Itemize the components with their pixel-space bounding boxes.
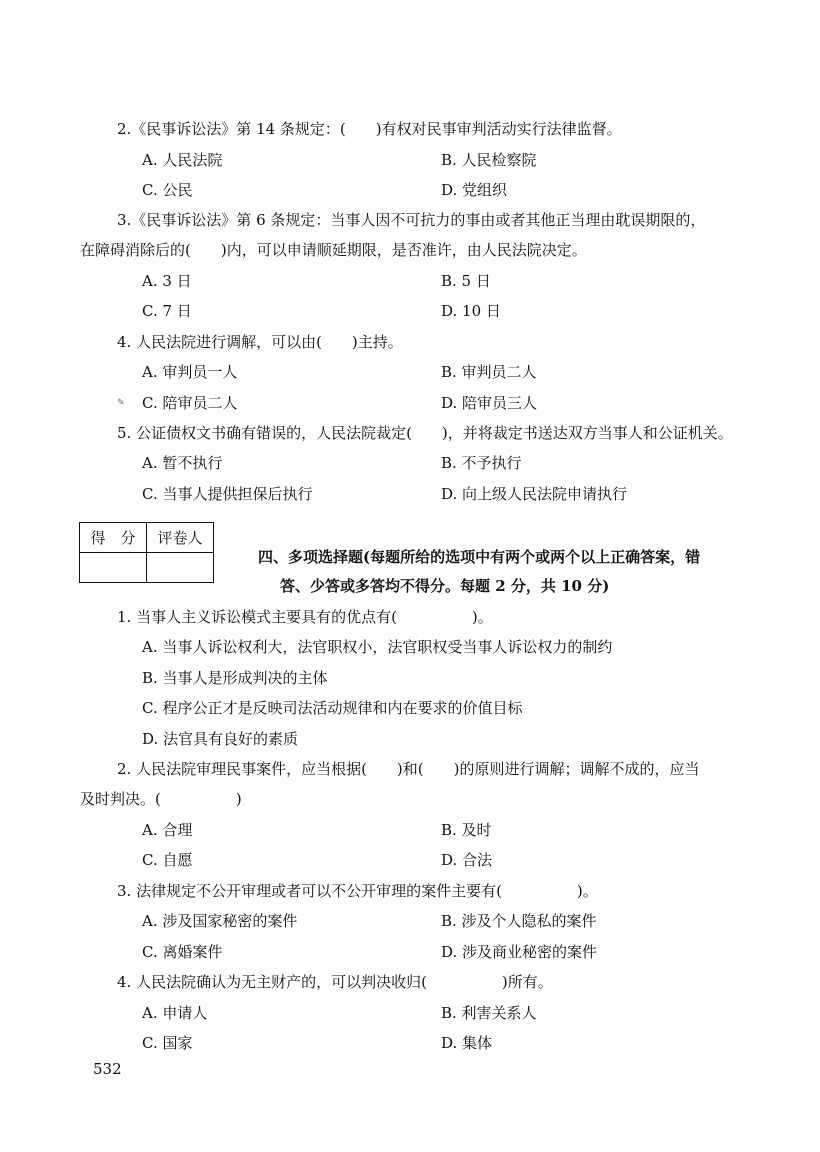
q3-option-b: B. 5 日 xyxy=(441,272,491,290)
score-cell[interactable] xyxy=(80,553,147,583)
mq1-option-a: A. 当事人诉讼权利大，法官职权小，法官职权受当事人诉讼权力的制约 xyxy=(142,638,613,656)
question-3-stem-line1: 3.《民事诉讼法》第 6 条规定：当事人因不可抗力的事由或者其他正当理由耽误期限的， xyxy=(117,211,706,229)
multi-question-2-stem-line2: 及时判决。( ) xyxy=(80,790,242,808)
section-four-heading-line1: 四、多项选择题(每题所给的选项中有两个或两个以上正确答案，错 xyxy=(258,548,701,566)
q4-option-d: D. 陪审员三人 xyxy=(441,394,538,412)
question-4-stem: 4. 人民法院进行调解，可以由( )主持。 xyxy=(117,333,403,351)
q3-option-a: A. 3 日 xyxy=(142,272,192,290)
multi-question-3-stem: 3. 法律规定不公开审理或者可以不公开审理的案件主要有( )。 xyxy=(117,882,598,900)
q2-option-b: B. 人民检察院 xyxy=(441,151,537,169)
q2-option-d: D. 党组织 xyxy=(441,181,508,199)
multi-question-4-stem: 4. 人民法院确认为无主财产的，可以判决收归( )所有。 xyxy=(117,973,553,991)
q5-option-b: B. 不予执行 xyxy=(441,454,522,472)
mq1-option-b: B. 当事人是形成判决的主体 xyxy=(142,669,328,687)
q5-option-a: A. 暂不执行 xyxy=(142,454,223,472)
mq4-option-b: B. 利害关系人 xyxy=(441,1004,537,1022)
q5-option-c: C. 当事人提供担保后执行 xyxy=(142,485,313,503)
scan-mark: ✎ xyxy=(117,398,125,408)
mq4-option-d: D. 集体 xyxy=(441,1034,493,1052)
multi-question-2-stem-line1: 2. 人民法院审理民事案件，应当根据( )和( )的原则进行调解；调解不成的，应当 xyxy=(117,760,700,778)
q4-option-a: A. 审判员一人 xyxy=(142,363,238,381)
mq3-option-a: A. 涉及国家秘密的案件 xyxy=(142,912,298,930)
page-number: 532 xyxy=(93,1060,122,1078)
mq3-option-c: C. 离婚案件 xyxy=(142,943,223,961)
mq4-option-a: A. 申请人 xyxy=(142,1004,208,1022)
q3-option-c: C. 7 日 xyxy=(142,302,192,320)
q2-option-a: A. 人民法院 xyxy=(142,151,223,169)
q2-option-c: C. 公民 xyxy=(142,181,193,199)
mq3-option-d: D. 涉及商业秘密的案件 xyxy=(441,943,598,961)
mq4-option-c: C. 国家 xyxy=(142,1034,193,1052)
score-header: 得 分 xyxy=(80,523,147,553)
q5-option-d: D. 向上级人民法院申请执行 xyxy=(441,485,628,503)
mq3-option-b: B. 涉及个人隐私的案件 xyxy=(441,912,597,930)
grader-cell[interactable] xyxy=(147,553,214,583)
score-table xyxy=(79,522,214,583)
mq2-option-d: D. 合法 xyxy=(441,851,493,869)
mq2-option-b: B. 及时 xyxy=(441,821,492,839)
mq1-option-d: D. 法官具有良好的素质 xyxy=(142,730,299,748)
q4-option-c: C. 陪审员二人 xyxy=(142,394,238,412)
grader-header: 评卷人 xyxy=(147,523,214,553)
mq2-option-a: A. 合理 xyxy=(142,821,193,839)
section-four-heading-line2: 答、少答或多答均不得分。每题 2 分，共 10 分) xyxy=(280,577,610,595)
q4-option-b: B. 审判员二人 xyxy=(441,363,537,381)
question-5-stem: 5. 公证债权文书确有错误的，人民法院裁定( )，并将裁定书送达双方当事人和公证机关。 xyxy=(117,424,733,442)
multi-question-1-stem: 1. 当事人主义诉讼模式主要具有的优点有( )。 xyxy=(117,608,493,626)
question-3-stem-line2: 在障碍消除后的( )内，可以申请顺延期限，是否准许，由人民法院决定。 xyxy=(80,241,587,259)
q3-option-d: D. 10 日 xyxy=(441,302,501,320)
mq1-option-c: C. 程序公正才是反映司法活动规律和内在要求的价值目标 xyxy=(142,699,523,717)
mq2-option-c: C. 自愿 xyxy=(142,851,193,869)
question-2-stem: 2.《民事诉讼法》第 14 条规定：( )有权对民事审判活动实行法律监督。 xyxy=(117,120,622,138)
